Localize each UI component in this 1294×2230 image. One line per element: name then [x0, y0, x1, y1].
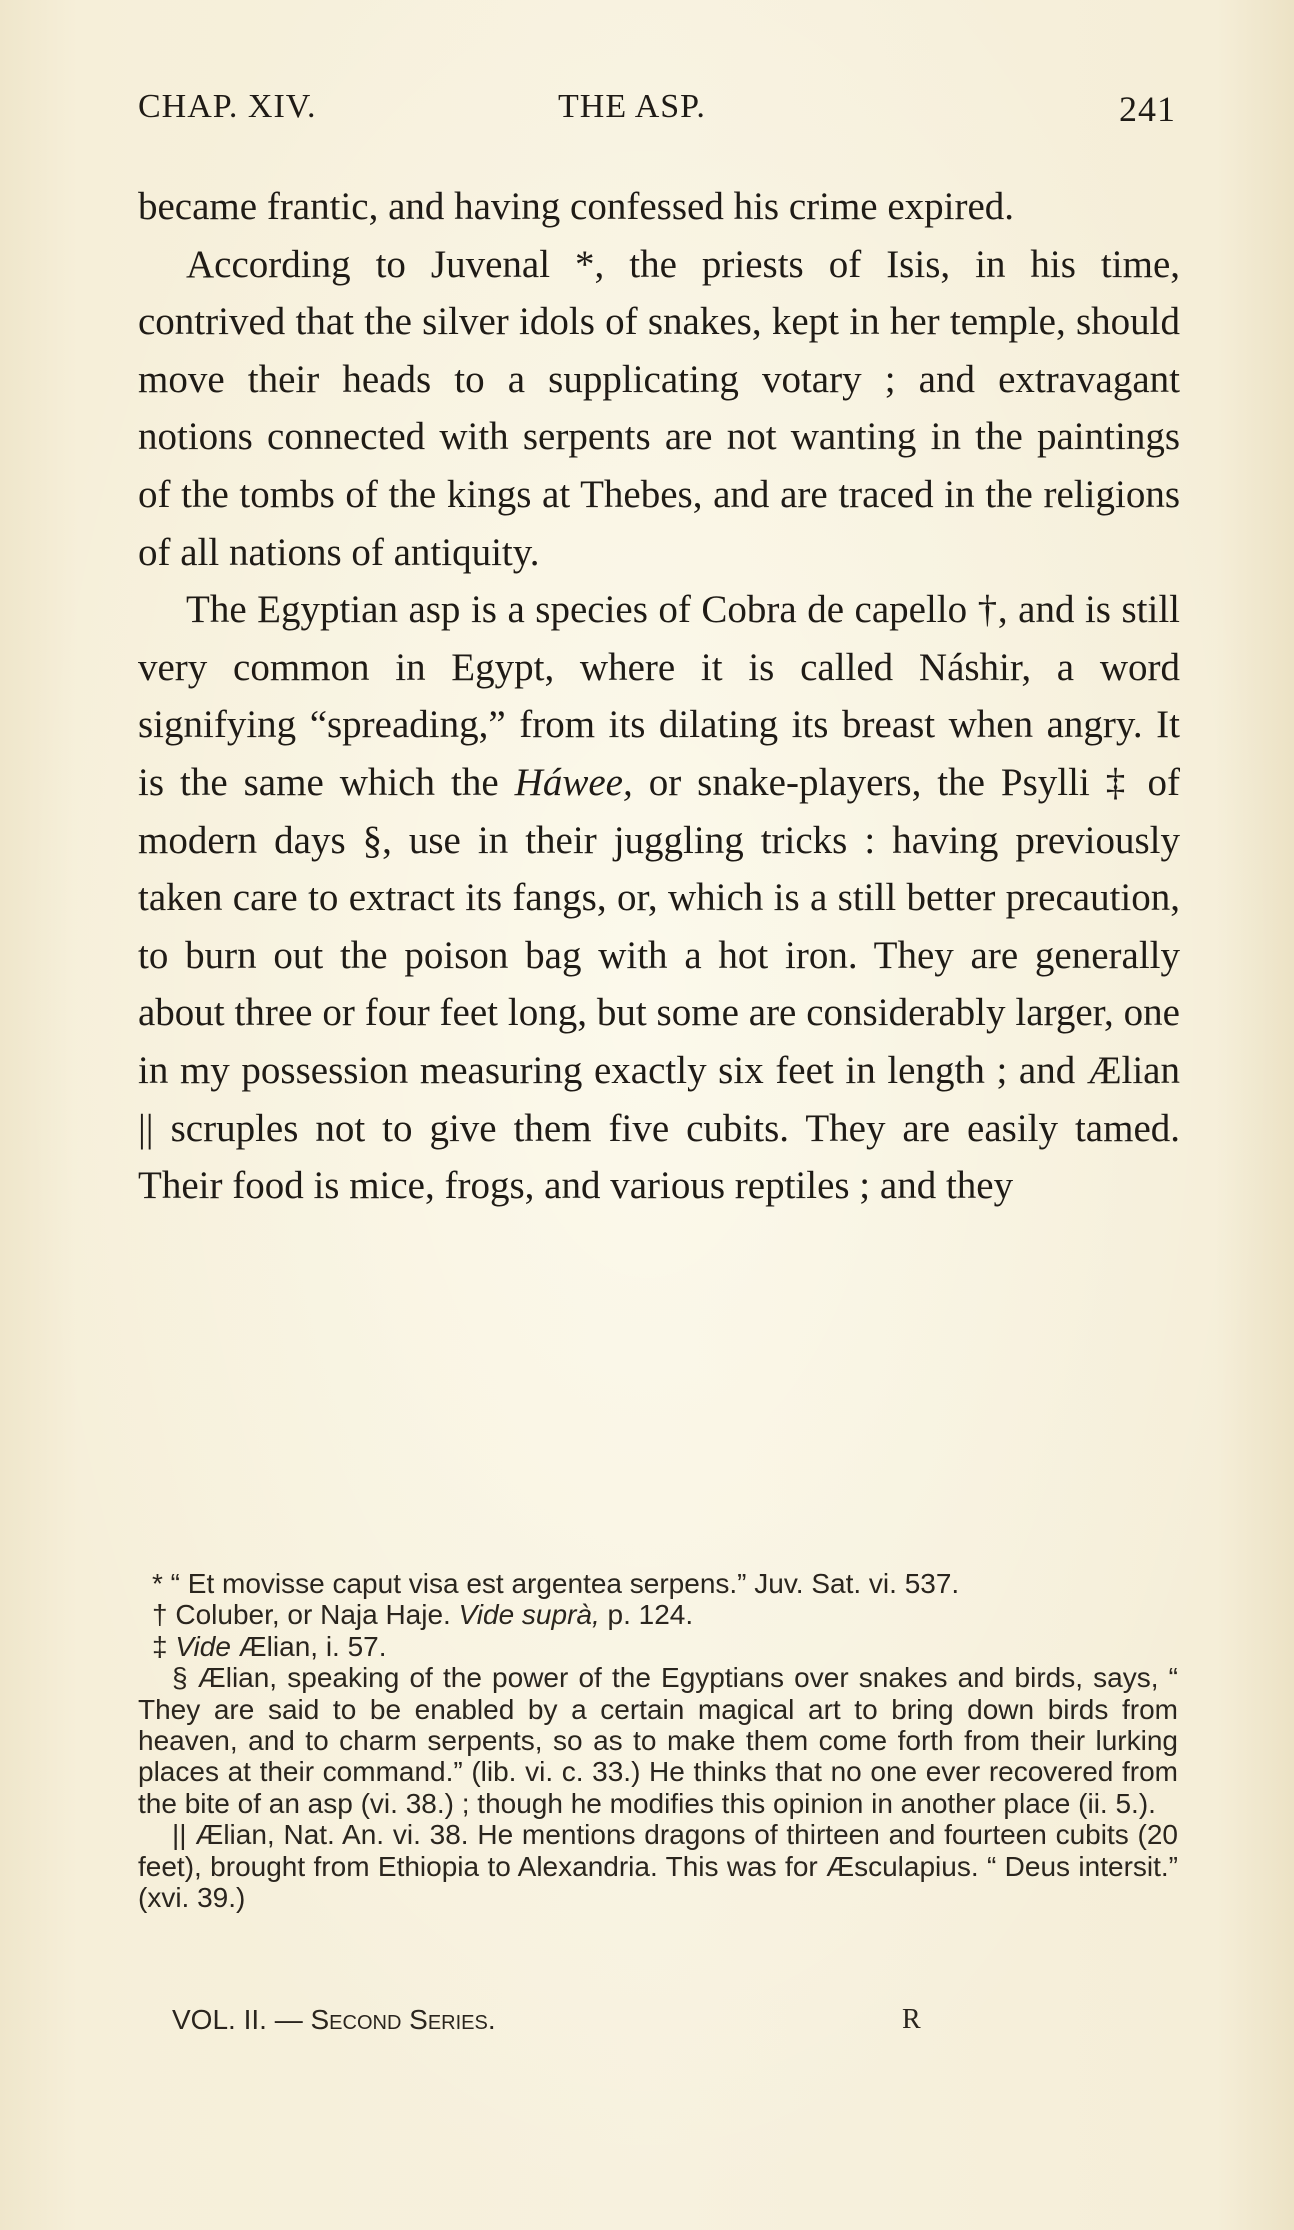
volume-text: VOL. II. —	[172, 2004, 311, 2035]
text-run: or snake-players, the Psylli ‡ of modern days §, use in their juggling tricks : having previously taken care to extract its fangs, or, which is a still better precaution, to burn out the poison bag with a hot iron. They are generally about three or four feet long, but some are considerably larger, one in my possession measuring exactly six feet in length ; and Ælian || scruples not to give them five cubits. They are easily tamed. Their food is mice, frogs, and various reptiles ; and they	[138, 760, 1180, 1208]
footnote-aelian-power: § Ælian, speaking of the power of the Egyptians over snakes and birds, says, “ They are said to be enabled by a certain magical art to bring down birds from heaven, and to charm serpents, so as to make them come forth from their lurking places at their command.” (lib. vi. c. 33.) He thinks that no one ever recovered from the bite of an asp (vi. 38.) ; though he modifies this opinion in another place (ii. 5.).	[138, 1662, 1178, 1819]
signature-mark: R	[902, 2004, 921, 2035]
text-run: The Egyptian asp is a species of Cobra de capello †, and is still very common in Egypt, where it is called Náshir, a word signifying “spreading,” from its dilating its breast when angry. It is the same which the	[138, 588, 1180, 804]
paragraph-juvenal: According to Juvenal *, the priests of Isis, in his time, contrived that the silver idols of snakes, kept in her temple, should move their heads to a supplicating votary ; and extravagant notions connected with serpents are not wanting in the paintings of the tombs of the kings at Thebes, and are traced in the religions of all nations of antiquity.	[138, 242, 1180, 574]
italic-term-hawee: Háwee,	[514, 760, 633, 804]
paragraph-continuation: became frantic, and having confessed his crime expired.	[138, 185, 1015, 228]
text-run: † Coluber, or Naja Haje.	[152, 1599, 459, 1631]
footnotes	[138, 1568, 1178, 1913]
footnote-coluber	[138, 1599, 1178, 1630]
running-title: THE ASP.	[558, 88, 706, 125]
signature-line	[172, 2004, 1152, 2038]
footnote-vide-aelian	[138, 1631, 1178, 1662]
volume-label	[172, 2004, 496, 2036]
series-text: Second Series.	[310, 2004, 496, 2035]
running-head	[138, 88, 1176, 128]
main-text	[138, 178, 1180, 1215]
footnote-aelian-dragons: || Ælian, Nat. An. vi. 38. He mentions dragons of thirteen and fourteen cubits (20 feet), brought from Ethiopia to Alexandria. This was for Æsculapius. “ Deus intersit.” (xvi. 39.)	[138, 1819, 1178, 1914]
chapter-label: CHAP. XIV.	[138, 88, 317, 125]
page-number: 241	[1119, 89, 1176, 129]
italic-vide: Vide	[175, 1630, 231, 1662]
text-run: ‡	[152, 1630, 176, 1662]
text-run: Ælian, i. 57.	[230, 1630, 387, 1662]
text-run: p. 124.	[599, 1599, 694, 1631]
footnote-juvenal: * “ Et movisse caput visa est argentea serpens.” Juv. Sat. vi. 537.	[152, 1568, 960, 1599]
italic-vide-supra: Vide suprà,	[458, 1599, 600, 1631]
paragraph-egyptian-asp	[138, 581, 1180, 1215]
